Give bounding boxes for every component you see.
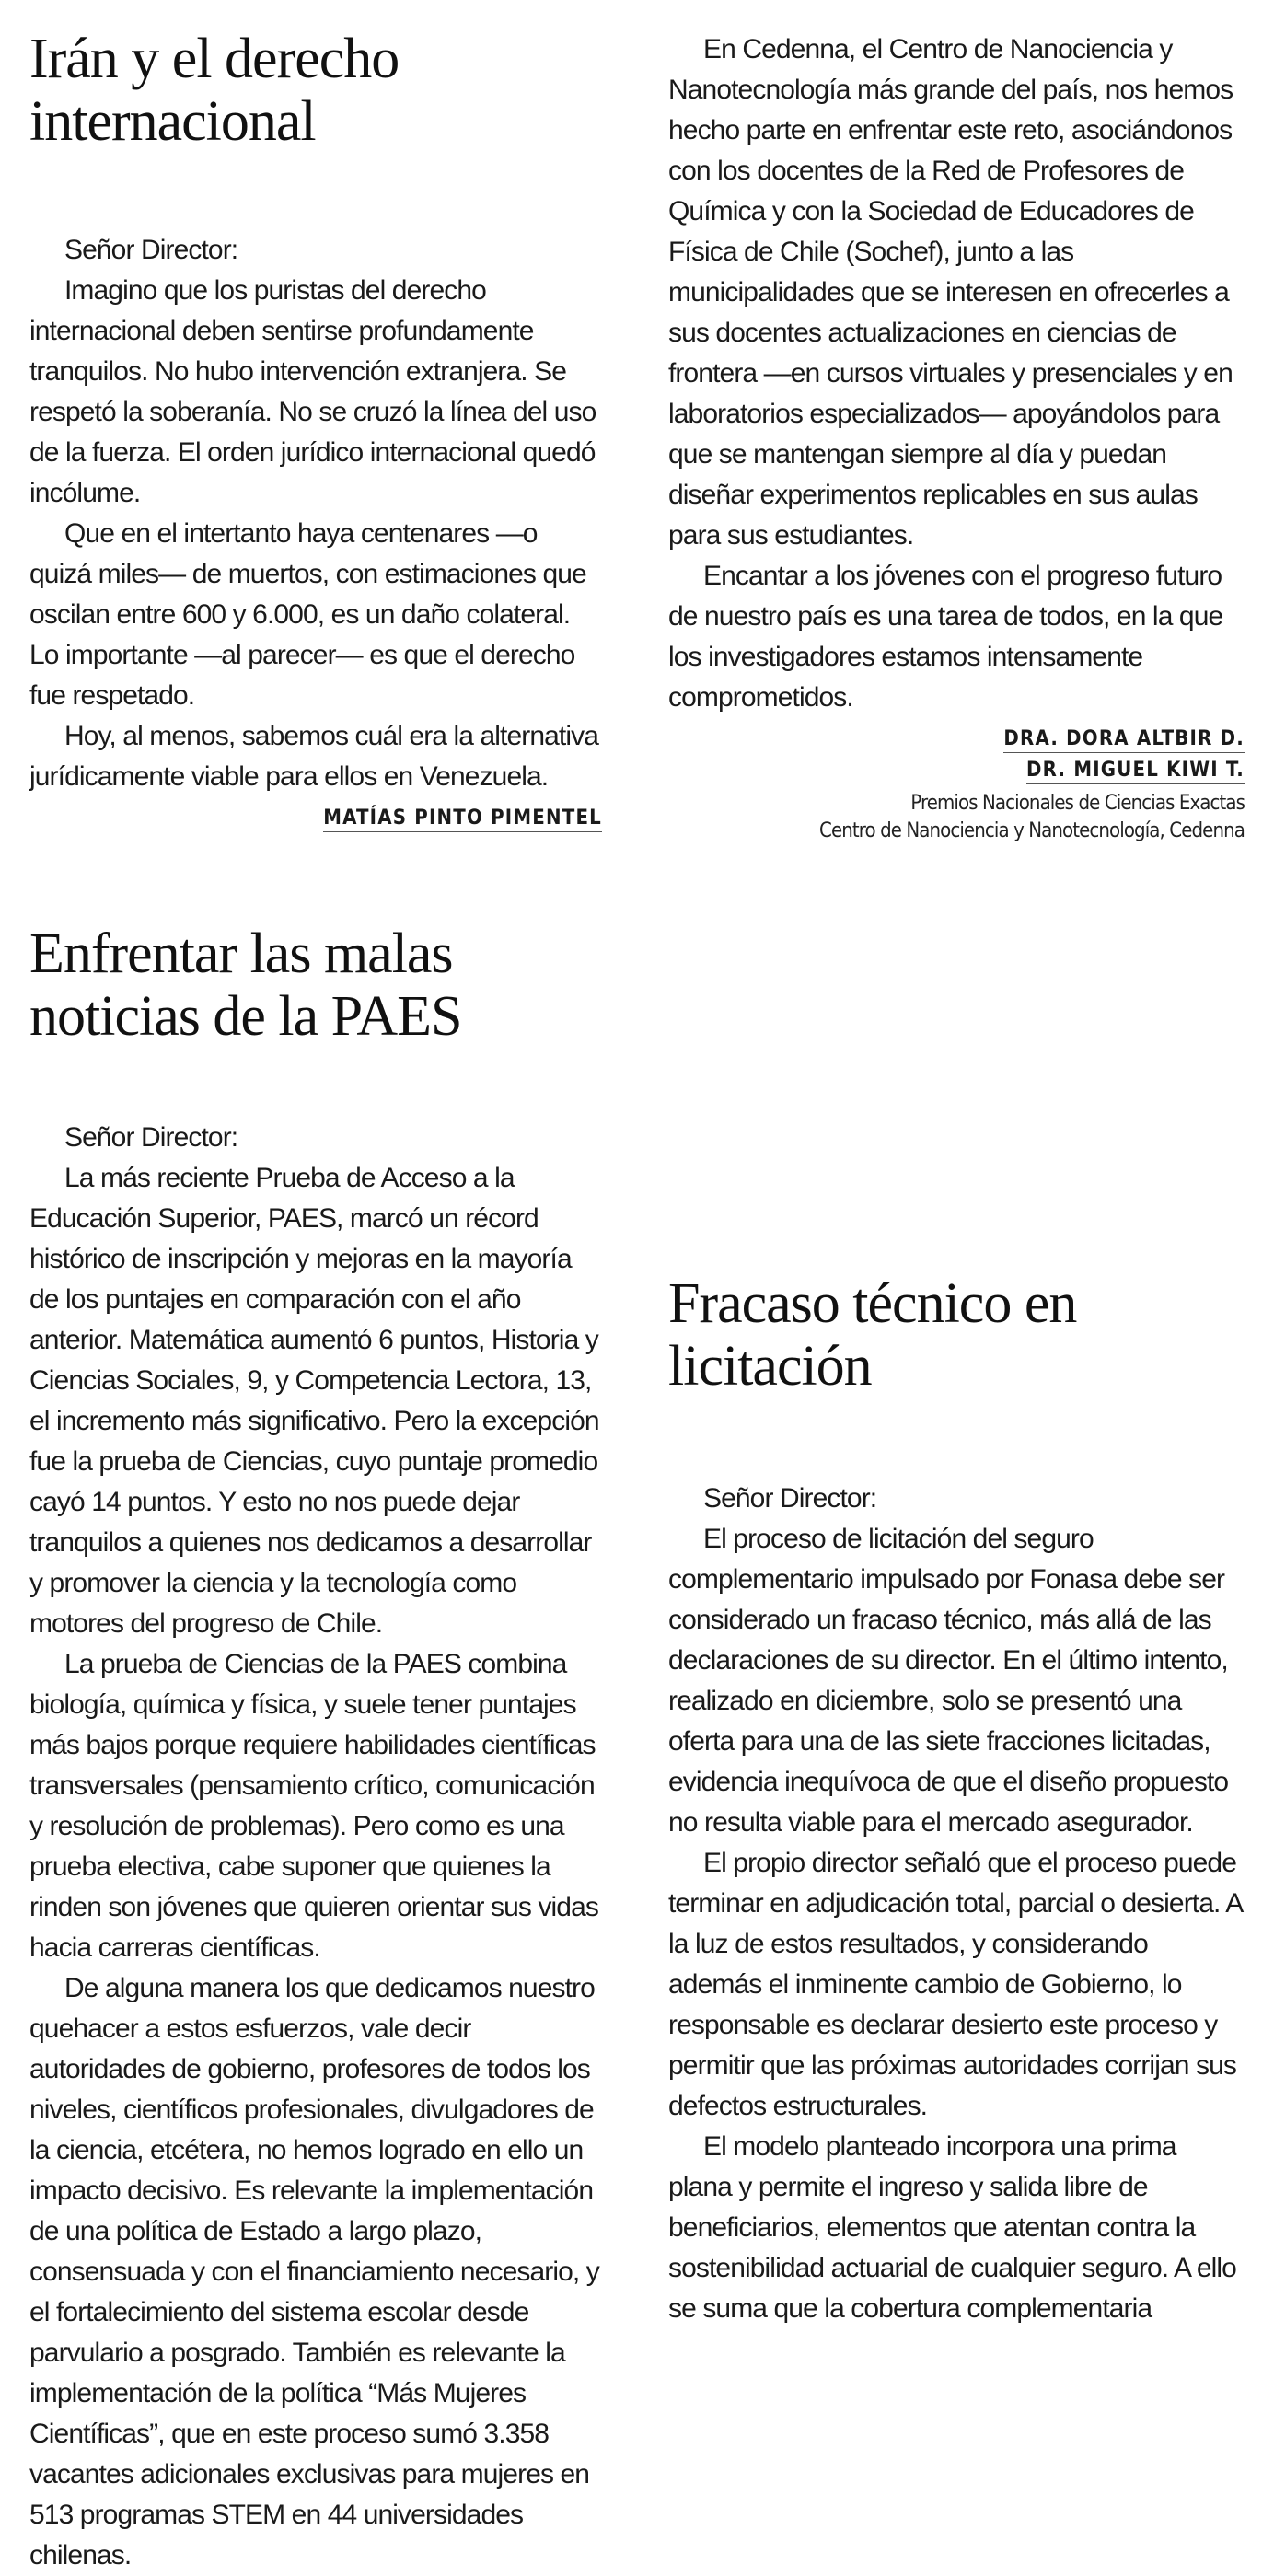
paragraph: Imagino que los puristas del derecho internacional deben sentirse profundamente tranquilos. No hubo intervención extranjera. Se respetó la soberanía. No se cruzó la línea del uso de la fuerza. El orden jurídico internacional quedó incólume. [29,275,596,508]
paragraph: Encantar a los jóvenes con el progreso futuro de nuestro país es una tarea de todos, en la que los investigadores estamos intensamente comprometidos. [668,561,1223,713]
affiliation: Centro de Nanociencia y Nanotecnología, Cedenna [819,819,1245,842]
paragraph: Que en el intertanto haya centenares —o quizá miles— de muertos, con estimaciones que oscilan entre 600 y 6.000, es un daño colateral. Lo importante —al parecer— es que el derecho fue respetado. [29,518,586,711]
salutation: Señor Director: [64,1122,238,1153]
letter-fonasa [668,1272,1245,1398]
letter-paes-body-part1 [29,1118,602,2570]
paragraph: El proceso de licitación del seguro complementario impulsado por Fonasa debe ser considerado un fracaso técnico, más allá de las declaraciones de su director. En el último intento, realizado en diciembre, solo se presentó una oferta para una de las siete fracciones licitadas, evidencia inequívoca de que el diseño propuesto no resulta viable para el mercado asegurador. [668,1524,1229,1838]
salutation: Señor Director: [703,1483,877,1514]
paragraph: El propio director señaló que el proceso puede terminar en adjudicación total, parcial o desierta. A la luz de estos resultados, y considerando además el inminente cambio de Gobierno, lo responsable es declarar desierto este proceso y permitir que las próximas autoridades corrijan sus defectos estructurales. [668,1848,1242,2121]
letter-paes-body-part2 [668,29,1245,845]
letter-iran [29,28,602,153]
paragraph: Hoy, al menos, sabemos cuál era la alternativa jurídicamente viable para ellos en Venezuela. [29,721,599,792]
signature: DRA. DORA ALTBIR D. [668,724,1245,755]
signature: MATÍAS PINTO PIMENTEL [29,803,602,834]
paragraph: La más reciente Prueba de Acceso a la Educación Superior, PAES, marcó un récord histórico de inscripción y mejoras en la mayoría de los puntajes en comparación con el año anterior. Matemática aumentó 6 puntos, Historia y Ciencias Sociales, 9, y Competencia Lectora, 13, el incremento más significativo. Pero la excepción fue la prueba de Ciencias, cuyo puntaje promedio cayó 14 puntos. Y esto no nos puede dejar tranquilos a quienes nos dedicamos a desarrollar y promover la ciencia y la tecnología como motores del progreso de Chile. [29,1163,599,1639]
letter-iran-body [29,230,602,834]
paragraph: En Cedenna, el Centro de Nanociencia y Nanotecnología más grande del país, nos hemos hecho parte en enfrentar este reto, asociándonos con los docentes de la Red de Profesores de Química y con la Sociedad de Educadores de Física de Chile (Sochef), junto a las municipalidades que se interesen en ofrecerles a sus docentes actualizaciones en ciencias de frontera —en cursos virtuales y presenciales y en laboratorios especializados— apoyándolos para que se mantengan siempre al día y puedan diseñar experimentos replicables en sus aulas para sus estudiantes. [668,34,1233,551]
affiliation: Premios Nacionales de Ciencias Exactas [910,792,1245,815]
salutation: Señor Director: [64,235,238,265]
letter-fonasa-body [668,1479,1245,2419]
paragraph: De alguna manera los que dedicamos nuestro quehacer a estos esfuerzos, vale decir autoridades de gobierno, profesores de todos los niveles, científicos profesionales, divulgadores de la ciencia, etcétera, no hemos logrado en ello un impacto decisivo. Es relevante la implementación de una política de Estado a largo plazo, consensuada y con el financiamiento necesario, y el fortalecimiento del sistema escolar desde parvulario a posgrado. También es relevante la implementación de la política “Más Mujeres Científicas”, que en este proceso sumó 3.358 vacantes adicionales exclusivas para mujeres en 513 programas STEM en 44 universidades chilenas. [29,1973,599,2570]
headline-paes: Enfrentar las malas noticias de la PAES [29,922,462,1048]
paragraph: La prueba de Ciencias de la PAES combina biología, química y física, y suele tener puntajes más bajos porque requiere habilidades científicas transversales (pensamiento crítico, comunicación y resolución de problemas). Pero como es una prueba electiva, cabe suponer que quienes la rinden son jóvenes que quieren orientar sus vidas hacia carreras científicas. [29,1649,598,1963]
headline-iran: Irán y el derecho internacional [29,28,400,153]
signature: DR. MIGUEL KIWI T. [668,755,1245,786]
paragraph: El modelo planteado incorpora una prima plana y permite el ingreso y salida libre de beneficiarios, elementos que atentan contra la sostenibilidad actuarial de cualquier seguro. A ello se suma que la cobertura complementaria [668,2131,1236,2324]
letter-paes [29,922,602,1048]
headline-fonasa: Fracaso técnico en licitación [668,1272,1077,1398]
